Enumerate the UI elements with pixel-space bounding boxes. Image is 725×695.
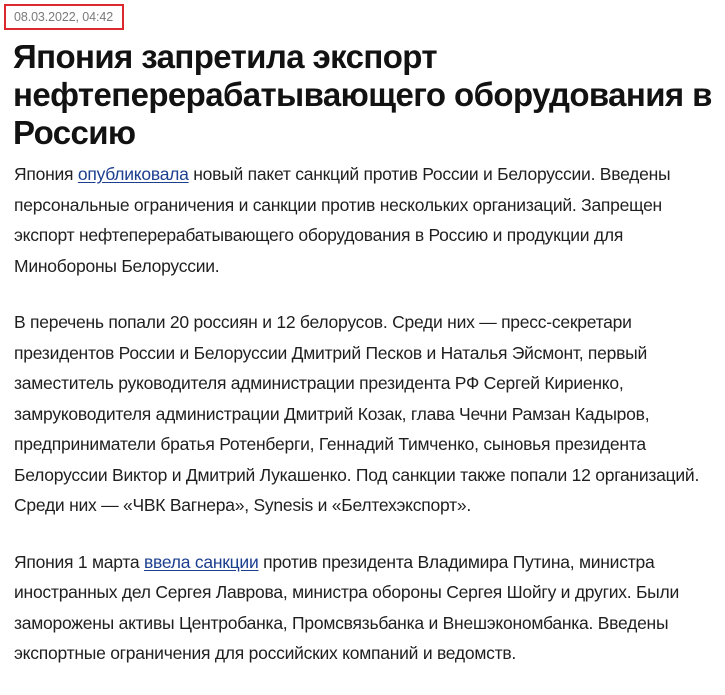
paragraph-3-text-before: Япония 1 марта [14,551,144,572]
paragraph-1-text-after: новый пакет санкций против России и Белоруссии. Введены персональные ограничения и санкции против нескольких организаций. Запрещен экспорт нефтеперерабатывающего оборудования в Россию и продукции для Минобороны Белоруссии. [14,164,671,276]
sanctions-link[interactable]: ввела санкции [144,551,259,572]
article-paragraph-1 [14,159,717,281]
paragraph-3-text-after: против президента Владимира Путина, министра иностранных дел Сергея Лаврова, министра обороны Сергея Шойгу и других. Были заморожены активы Центробанка, Промсвязьбанка и Внешэкономбанка. Введены экспортные ограничения для российских компаний и ведомств. [14,551,679,663]
paragraph-1-text-before: Япония [14,164,78,184]
article-title: Япония запретила экспорт нефтеперерабатывающего оборудования в Россию [13,38,712,151]
publish-date-text: 08.03.2022, 04:42 [14,10,114,24]
article-paragraph-3 [14,547,717,669]
published-link[interactable]: опубликовала [77,164,189,184]
article-paragraph-2: В перечень попали 20 россиян и 12 белорусов. Среди них — пресс-секретари президентов России и Белоруссии Дмитрий Песков и Наталья Эйсмонт, первый заместитель руководителя администрации президента РФ Сергей Кириенко, замруководителя администрации Дмитрий Козак, глава Чечни Рамзан Кадыров, предприниматели братья Ротенберги, Геннадий Тимченко, сыновья президента Белоруссии Виктор и Дмитрий Лукашенко. Под санкции также попали 12 организаций. Среди них — «ЧВК Вагнера», Synesis и «Белтехэкспорт». [14,312,700,515]
publish-date [4,4,124,30]
article-body [14,159,717,695]
